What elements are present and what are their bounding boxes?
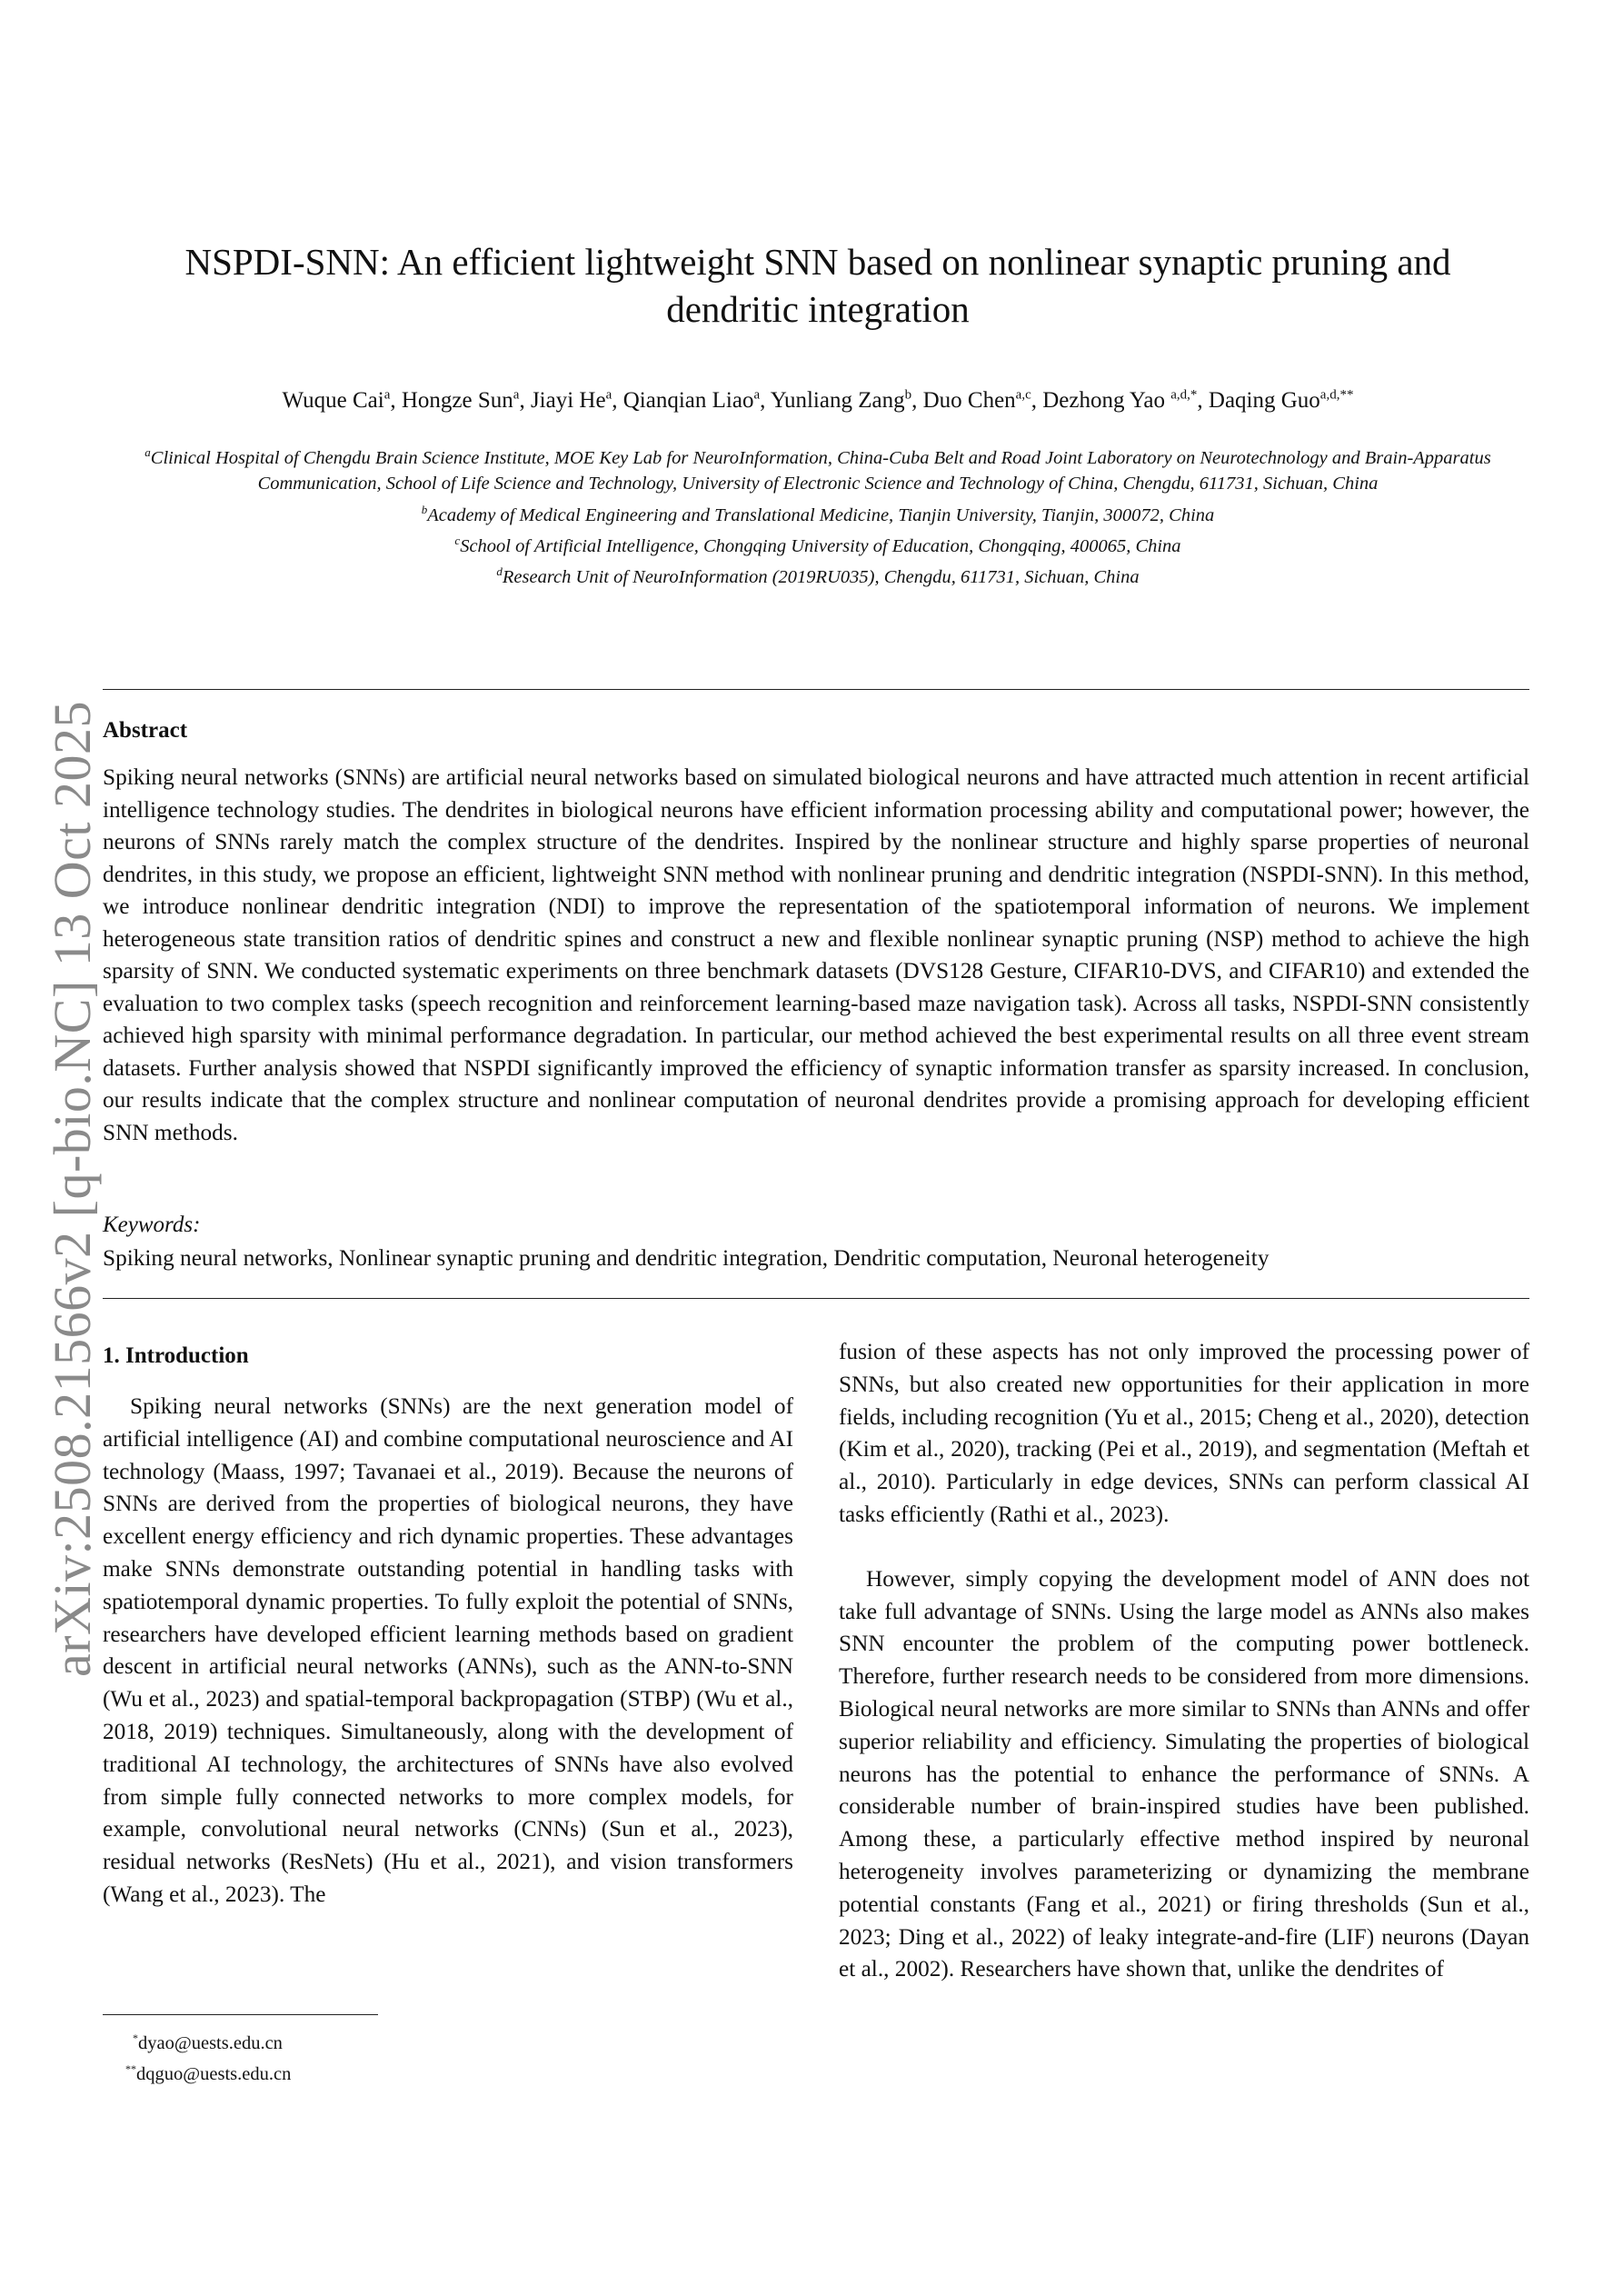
author-separator: , [1031, 388, 1043, 414]
abstract-top-rule [103, 689, 1529, 690]
abstract-bottom-rule [103, 1298, 1529, 1299]
author-affiliation-mark: a [383, 388, 391, 403]
author-separator: , [911, 388, 923, 414]
intro-paragraph-continued: fusion of these aspects has not only improved the processing power of SNNs, but also created new opportunities for their application in more fields, including recognition (Yu et al., 2015; Cheng et al., 2020), detection (Kim et al., 2020), tracking (Pei et al., 2019), and segmentation (Meftah et al., 2010). Particularly in edge devices, SNNs can perform classical AI tasks efficiently (Rathi et al., 2023). [839, 1339, 1529, 1527]
right-column [839, 1336, 1529, 1986]
footnote-email[interactable]: dyao@uests.edu.cn [138, 2032, 283, 2053]
arxiv-identifier-stamp: arXiv:2508.21566v2 [q-bio.NC] 13 Oct 2025 [43, 700, 102, 1677]
author-separator: , [1197, 388, 1209, 414]
author-affiliation-mark: a [513, 388, 520, 403]
affiliation-text: Research Unit of NeuroInformation (2019RU035), Chengdu, 611731, Sichuan, China [502, 567, 1140, 588]
footnote-email[interactable]: dqguo@uests.edu.cn [136, 2064, 292, 2085]
footnotes [125, 2025, 291, 2088]
affiliation-text: School of Artificial Intelligence, Chongqing University of Education, Chongqing, 400065, China [460, 535, 1181, 556]
author-name: Hongze Sun [401, 388, 513, 414]
author-separator: , [519, 388, 531, 414]
affiliation [91, 497, 1545, 528]
author-affiliation-mark: a,c [1015, 388, 1031, 403]
author-list [91, 382, 1545, 414]
abstract-heading: Abstract [103, 718, 188, 743]
affiliation [91, 440, 1545, 497]
footnote-mark: ** [125, 2062, 136, 2076]
intro-paragraph: Spiking neural networks (SNNs) are the next generation model of artificial intelligence (AI) and combine computational neuroscience and AI technology (Maass, 1997; Tavanaei et al., 2019). Because the neurons of SNNs are derived from the properties of biological neurons, they have excellent energy efficiency and rich dynamic properties. These advantages make SNNs demonstrate outstanding potential in handling tasks with spatiotemporal dynamic properties. To fully exploit the potential of SNNs, researchers have developed efficient learning methods based on gradient descent in artificial neural networks (ANNs), such as the ANN-to-SNN (Wu et al., 2023) and spatial-temporal backpropagation (STBP) (Wu et al., 2018, 2019) techniques. Simultaneously, along with the development of traditional AI technology, the architectures of SNNs have also evolved from simple fully connected networks to more complex models, for example, convolutional neural networks (CNNs) (Sun et al., 2023), residual networks (ResNets) (Hu et al., 2021), and vision transformers (Wang et al., 2023). The [103, 1393, 794, 1907]
author-affiliation-mark: a,d,** [1319, 388, 1354, 403]
author [771, 388, 923, 413]
footnote-mark: * [133, 2031, 138, 2044]
affiliation-mark: a [144, 445, 151, 459]
author-name: Wuque Cai [282, 388, 384, 414]
affiliation-text: Academy of Medical Engineering and Translational Medicine, Tianjin University, Tianjin, 300072, China [427, 504, 1215, 525]
paper-title: NSPDI-SNN: An efficient lightweight SNN based on nonlinear synaptic pruning and dendritic integration [184, 241, 1451, 330]
author [283, 388, 402, 413]
intro-paragraph: However, simply copying the development model of ANN does not take full advantage of SNNs. Using the large model as ANNs also makes SNN encounter the problem of the computing power bottleneck. Therefore, further research needs to be considered from more dimensions. Biological neural networks are more similar to SNNs than ANNs and offer superior reliability and efficiency. Simulating the properties of biological neurons has the potential to enhance the performance of SNNs. A considerable number of brain-inspired studies have been published. Among these, a particularly effective method inspired by neuronal heterogeneity involves parameterizing or dynamizing the membrane potential constants (Fang et al., 2021) or firing thresholds (Sun et al., 2023; Ding et al., 2022) of leaky integrate-and-fire (LIF) neurons (Dayan et al., 2002). Researchers have shown that, unlike the dendrites of [839, 1565, 1529, 1982]
author-name: Duo Chen [922, 388, 1016, 414]
footnote-rule [103, 2014, 378, 2015]
author [923, 388, 1043, 413]
author [623, 388, 771, 413]
author-affiliation-mark: a [753, 388, 761, 403]
author-separator: , [612, 388, 623, 414]
affiliation-mark: d [496, 564, 503, 579]
author-separator: , [760, 388, 771, 414]
author-separator: , [390, 388, 402, 414]
left-column [103, 1342, 793, 1912]
author-affiliation-mark: a,d,* [1170, 388, 1198, 403]
author [402, 388, 531, 413]
affiliation-list [91, 440, 1545, 591]
author [1042, 388, 1209, 413]
author-name: Dezhong Yao [1042, 388, 1171, 414]
keywords-label: Keywords: [103, 1213, 201, 1237]
footnote [125, 2025, 291, 2056]
author [531, 388, 623, 413]
keywords-text: Spiking neural networks, Nonlinear synaptic pruning and dendritic integration, Dendritic computation, Neuronal heterogeneity [103, 1245, 1270, 1271]
author-name: Yunliang Zang [770, 388, 905, 414]
author [1209, 388, 1354, 413]
author-affiliation-mark: a [605, 388, 612, 403]
section-heading-introduction: 1. Introduction [103, 1343, 249, 1368]
affiliation-text: Clinical Hospital of Chengdu Brain Science Institute, MOE Key Lab for NeuroInformation, China-Cuba Belt and Road Joint Laboratory on Neurotechnology and Brain-Apparatus Communication, School of Life Science and Technology, University of Electronic Science and Technology of China, Chengdu, 611731, Sichuan, China [150, 447, 1491, 494]
author-name: Qianqian Liao [622, 388, 754, 414]
footnote [125, 2056, 291, 2087]
author-name: Jiayi He [530, 388, 606, 414]
abstract-text: Spiking neural networks (SNNs) are artificial neural networks based on simulated biological neurons and have attracted much attention in recent artificial intelligence technology studies. The dendrites in biological neurons have efficient information processing ability and computational power; however, the neurons of SNNs rarely match the complex structure of the dendrites. Inspired by the nonlinear structure and highly sparse properties of neuronal dendrites, in this study, we propose an efficient, lightweight SNN method with nonlinear pruning and dendritic integration (NSPDI-SNN). In this method, we introduce nonlinear dendritic integration (NDI) to improve the representation of the spatiotemporal information of neurons. We implement heterogeneous state transition ratios of dendritic spines and construct a new and flexible nonlinear synaptic pruning (NSP) method to achieve the high sparsity of SNN. We conducted systematic experiments on three benchmark datasets (DVS128 Gesture, CIFAR10-DVS, and CIFAR10) and extended the evaluation to two complex tasks (speech recognition and reinforcement learning-based maze navigation task). Across all tasks, NSPDI-SNN consistently achieved high sparsity with minimal performance degradation. In particular, our method achieved the best experimental results on all three event stream datasets. Further analysis showed that NSPDI significantly improved the efficiency of synaptic information transfer as sparsity increased. In conclusion, our results indicate that the complex structure and nonlinear computation of neuronal dendrites provide a promising approach for developing efficient SNN methods. [103, 764, 1529, 1145]
affiliation [91, 559, 1545, 590]
author-affiliation-mark: b [904, 388, 912, 403]
affiliation-mark: c [454, 534, 461, 548]
affiliation [91, 528, 1545, 559]
author-name: Daqing Guo [1208, 388, 1320, 414]
affiliation-mark: b [421, 502, 428, 516]
